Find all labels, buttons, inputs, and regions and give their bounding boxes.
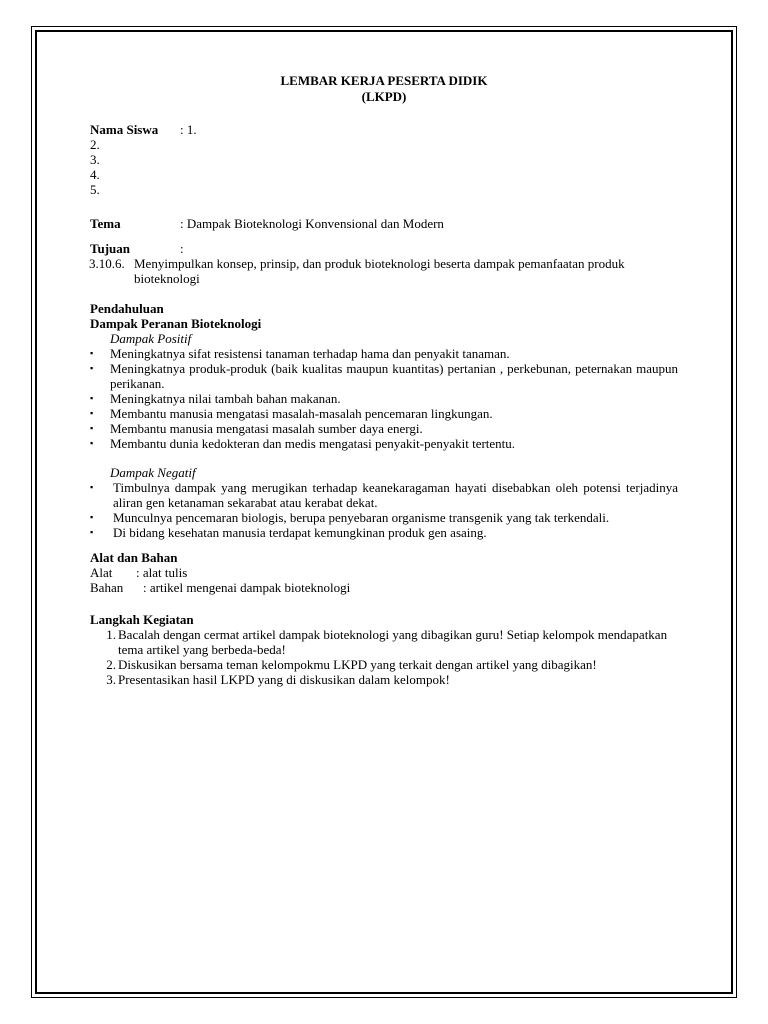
alat-value: : alat tulis — [136, 565, 188, 580]
list-item: ▪ Timbulnya dampak yang merugikan terhadap keanekaragaman hayati disebabkan oleh potensi terjadinya aliran gen ketanaman sekarabat atau kerabat dekat. — [90, 480, 678, 510]
tema-row — [90, 216, 678, 231]
langkah-list — [90, 627, 678, 687]
nama-siswa-first: : 1. — [180, 122, 197, 137]
worksheet-content — [90, 73, 678, 687]
tujuan-label: Tujuan — [90, 241, 130, 256]
bullet-icon: ▪ — [90, 423, 94, 433]
nama-siswa-label: Nama Siswa — [90, 122, 159, 137]
tujuan-goal — [90, 256, 678, 286]
nama-number-2: 2. — [90, 137, 100, 152]
list-item: ▪ Meningkatnya produk-produk (baik kualitas maupun kuantitas) pertanian , perkebunan, peternakan maupun perikanan. — [90, 361, 678, 391]
alat-bahan-heading: Alat dan Bahan — [90, 550, 178, 565]
list-item: ▪ Munculnya pencemaran biologis, berupa penyebaran organisme transgenik yang tak terkendali. — [90, 510, 610, 525]
nama-number-4: 4. — [90, 167, 100, 182]
bullet-icon: ▪ — [90, 527, 94, 537]
list-item: ▪ Meningkatnya sifat resistensi tanaman terhadap hama dan penyakit tanaman. — [90, 346, 510, 361]
list-item: ▪ Di bidang kesehatan manusia terdapat kemungkinan produk gen asaing. — [90, 525, 487, 540]
tujuan-colon: : — [180, 241, 184, 256]
bullet-icon: ▪ — [90, 348, 94, 358]
tujuan-row — [90, 241, 678, 256]
bullet-icon: ▪ — [90, 393, 94, 403]
document-title — [90, 73, 678, 105]
bahan-value: : artikel mengenai dampak bioteknologi — [143, 580, 351, 595]
alat-row — [90, 565, 678, 580]
list-item: 2. Diskusikan bersama teman kelompokmu LKPD yang terkait dengan artikel yang dibagikan! — [106, 657, 597, 672]
list-item: 3. Presentasikan hasil LKPD yang di diskusikan dalam kelompok! — [106, 672, 450, 687]
alat-label: Alat — [90, 565, 113, 580]
bullet-icon: ▪ — [90, 408, 94, 418]
dampak-peranan-heading: Dampak Peranan Bioteknologi — [90, 316, 262, 331]
nama-number-3: 3. — [90, 152, 100, 167]
list-item: ▪ Membantu manusia mengatasi masalah sumber daya energi. — [90, 421, 423, 436]
dampak-negatif-label: Dampak Negatif — [110, 465, 196, 480]
bahan-label: Bahan — [90, 580, 124, 595]
tema-label: Tema — [90, 216, 121, 231]
list-item: 1. Bacalah dengan cermat artikel dampak bioteknologi yang dibagikan guru! Setiap kelompok mendapatkan tema artikel yang berbeda-beda! — [106, 627, 668, 657]
title-line-1: LEMBAR KERJA PESERTA DIDIK — [280, 73, 488, 88]
bullet-icon: ▪ — [90, 438, 94, 448]
title-line-2: (LKPD) — [361, 89, 407, 104]
pendahuluan-heading: Pendahuluan — [90, 301, 164, 316]
bullet-icon: ▪ — [90, 512, 94, 522]
bullet-icon: ▪ — [90, 482, 94, 492]
list-item: ▪ Membantu manusia mengatasi masalah-masalah pencemaran lingkungan. — [90, 406, 493, 421]
langkah-kegiatan-heading: Langkah Kegiatan — [90, 612, 194, 627]
bahan-row — [90, 580, 678, 595]
tujuan-text: Menyimpulkan konsep, prinsip, dan produk bioteknologi beserta dampak pemanfaatan produk bioteknologi — [134, 256, 625, 286]
tujuan-code: 3.10.6. — [89, 256, 125, 271]
nama-number-5: 5. — [90, 182, 100, 197]
tema-value: : Dampak Bioteknologi Konvensional dan Modern — [180, 216, 444, 231]
student-names-section — [90, 122, 678, 197]
list-item: ▪ Meningkatnya nilai tambah bahan makanan. — [90, 391, 341, 406]
dampak-positif-list — [90, 346, 678, 451]
dampak-positif-label: Dampak Positif — [110, 331, 192, 346]
bullet-icon: ▪ — [90, 363, 94, 373]
dampak-negatif-list — [90, 480, 678, 540]
list-item: ▪ Membantu dunia kedokteran dan medis mengatasi penyakit-penyakit tertentu. — [90, 436, 516, 451]
